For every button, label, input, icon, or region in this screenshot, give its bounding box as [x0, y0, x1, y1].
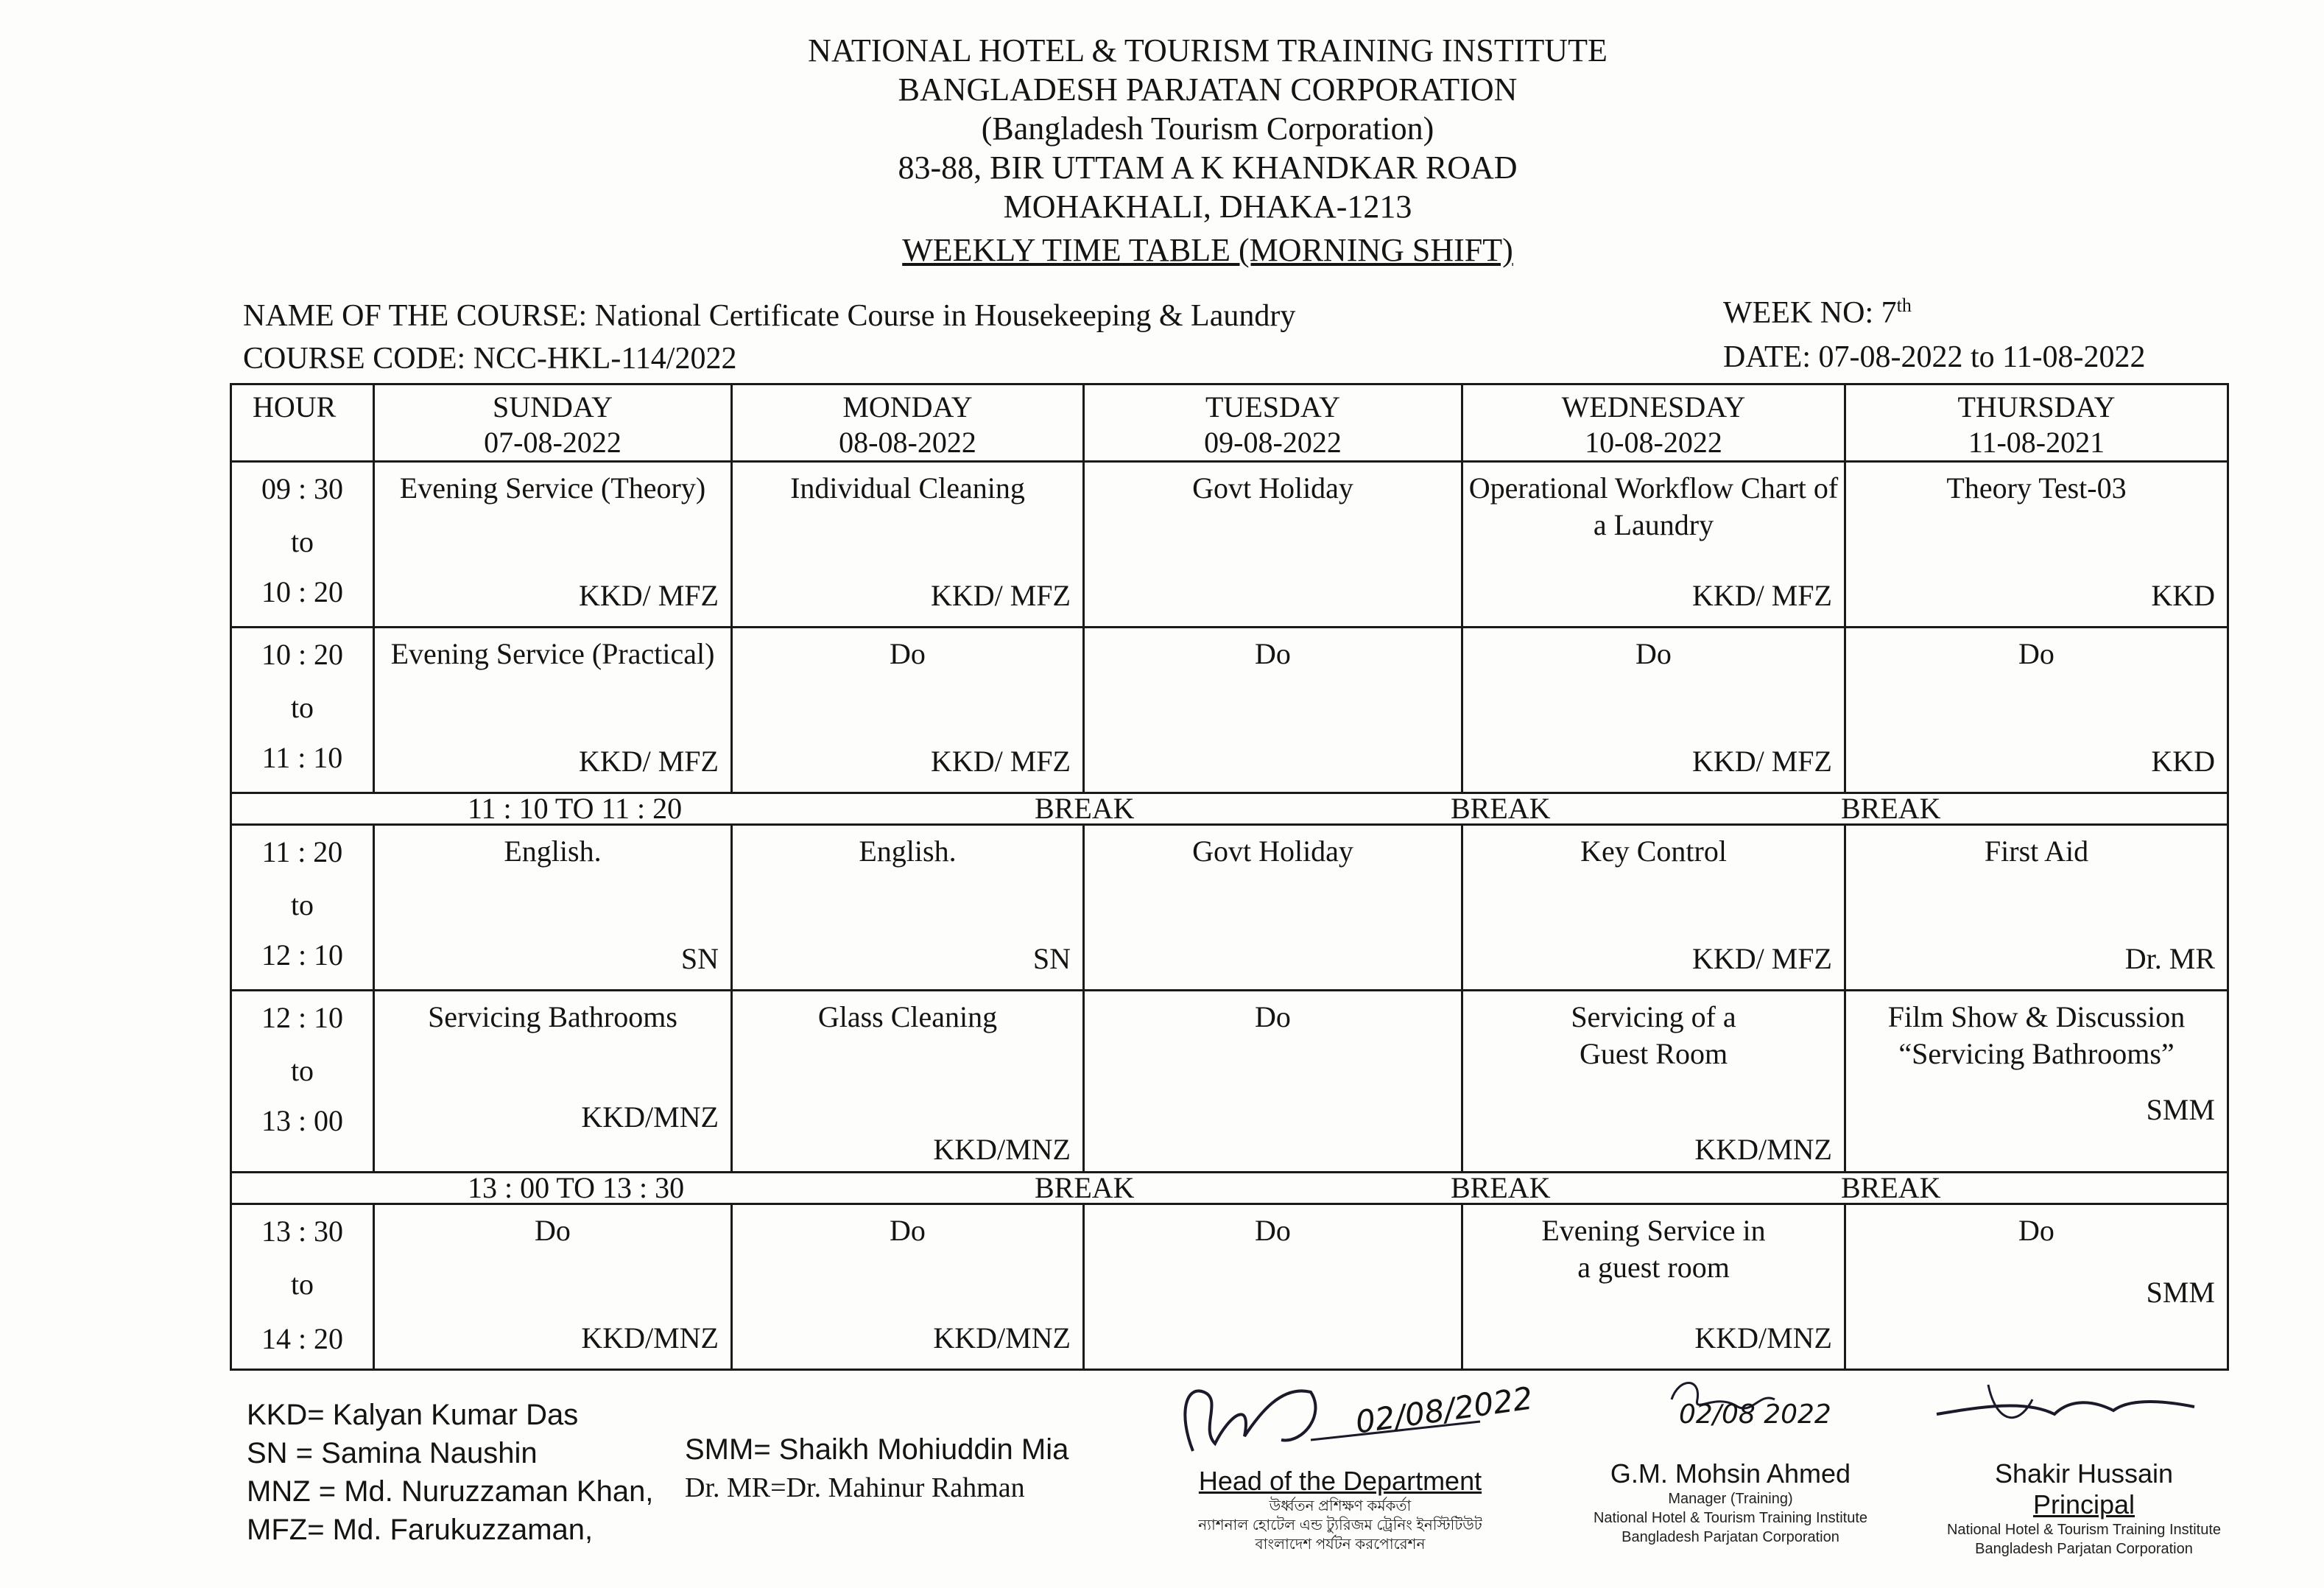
- corporation-name: BANGLADESH PARJATAN CORPORATION: [898, 71, 1518, 108]
- principal-title: Principal: [2032, 1489, 2135, 1520]
- manager-org-1: National Hotel & Tourism Training Institute: [1593, 1510, 1868, 1526]
- timetable-title: WEEKLY TIME TABLE (MORNING SHIFT): [902, 232, 1513, 268]
- legend-drmr: Dr. MR=Dr. Mahinur Rahman: [685, 1472, 1025, 1503]
- day-header-sunday: SUNDAY 07-08-2022: [374, 384, 732, 462]
- day-header-tuesday: TUESDAY 09-08-2022: [1084, 384, 1462, 462]
- slot-row: [231, 462, 2228, 628]
- document-header: [758, 31, 1657, 270]
- day-header-wednesday: WEDNESDAY 10-08-2022: [1462, 384, 1845, 462]
- course-code: COURSE CODE: NCC-HKL-114/2022: [243, 342, 737, 376]
- hour-header: HOUR: [231, 384, 374, 462]
- break-label: BREAK: [1035, 792, 1135, 825]
- hour-cell: 13 : 30 to 14 : 20: [231, 1204, 374, 1370]
- slot-row: [231, 1204, 2228, 1370]
- schedule-cell: Servicing of a Guest Room KKD/MNZ: [1462, 991, 1845, 1173]
- manager-signature-date: 02/08 2022: [1679, 1399, 1831, 1430]
- schedule-cell: English. SN: [732, 825, 1084, 991]
- schedule-cell: Do KKD/ MFZ: [1462, 628, 1845, 793]
- schedule-cell: Do: [1084, 991, 1462, 1173]
- slot-row: [231, 991, 2228, 1173]
- hour-cell: 12 : 10 to 13 : 00: [231, 991, 374, 1173]
- header-row: [231, 384, 2228, 462]
- principal-signature: [1922, 1370, 2246, 1458]
- break-time: 11 : 10 TO 11 : 20: [468, 792, 683, 825]
- schedule-cell: Glass Cleaning KKD/MNZ: [732, 991, 1084, 1173]
- schedule-cell: Govt Holiday: [1084, 462, 1462, 628]
- manager-org-2: Bangladesh Parjatan Corporation: [1621, 1529, 1839, 1545]
- schedule-cell: Do KKD/MNZ: [374, 1204, 732, 1370]
- legend-mnz: MNZ = Md. Nuruzzaman Khan,: [247, 1475, 654, 1508]
- hour-cell: 11 : 20 to 12 : 10: [231, 825, 374, 991]
- schedule-cell: Operational Workflow Chart of a Laundry KKD/ MFZ: [1462, 462, 1845, 628]
- corporation-english-name: (Bangladesh Tourism Corporation): [981, 110, 1434, 147]
- schedule-cell: Do: [1084, 1204, 1462, 1370]
- manager-title: Manager (Training): [1668, 1491, 1793, 1507]
- principal-signature-block: [1922, 1370, 2246, 1559]
- schedule-cell: First Aid Dr. MR: [1845, 825, 2228, 991]
- day-header-thursday: THURSDAY 11-08-2021: [1845, 384, 2228, 462]
- slot-row: [231, 825, 2228, 991]
- schedule-cell: Evening Service (Practical) KKD/ MFZ: [374, 628, 732, 793]
- break-label: BREAK: [1451, 1171, 1551, 1204]
- course-name: NAME OF THE COURSE: National Certificate Course in Housekeeping & Laundry: [243, 299, 1296, 333]
- schedule-cell: Theory Test-03 KKD: [1845, 462, 2228, 628]
- institute-name: NATIONAL HOTEL & TOURISM TRAINING INSTITUTE: [808, 32, 1608, 68]
- schedule-cell: Govt Holiday: [1084, 825, 1462, 991]
- schedule-cell: Evening Service in a guest room KKD/MNZ: [1462, 1204, 1845, 1370]
- schedule-cell: Key Control KKD/ MFZ: [1462, 825, 1845, 991]
- schedule-cell: English. SN: [374, 825, 732, 991]
- head-signature-date: 02/08/2022: [1353, 1380, 1535, 1441]
- break-label: BREAK: [1841, 792, 1941, 825]
- timetable: [230, 383, 2229, 1371]
- principal-org-2: Bangladesh Parjatan Corporation: [1975, 1541, 2193, 1557]
- break-label: BREAK: [1841, 1171, 1941, 1204]
- break-time: 13 : 00 TO 13 : 30: [468, 1171, 685, 1204]
- hour-cell: 10 : 20 to 11 : 10: [231, 628, 374, 793]
- teacher-legend-2: [685, 1430, 1068, 1507]
- break-row: [231, 1173, 2228, 1204]
- schedule-cell: Do SMM: [1845, 1204, 2228, 1370]
- head-org-2: ন্যাশনাল হোটেল এন্ড ট্যুরিজম ট্রেনিং ইনস্টিটিউট: [1198, 1517, 1482, 1533]
- head-org-3: বাংলাদেশ পর্যটন করপোরেশন: [1255, 1536, 1426, 1553]
- break-cell: [231, 793, 2228, 825]
- address-line: 83-88, BIR UTTAM A K KHANDKAR ROAD: [898, 150, 1518, 186]
- schedule-cell: Do KKD/ MFZ: [732, 628, 1084, 793]
- day-header-monday: MONDAY 08-08-2022: [732, 384, 1084, 462]
- schedule-cell: Do KKD/MNZ: [732, 1204, 1084, 1370]
- head-signature-block: [1134, 1370, 1546, 1554]
- week-date: DATE: 07-08-2022 to 11-08-2022: [1723, 340, 2146, 374]
- teacher-legend: [247, 1396, 653, 1549]
- principal-name: Shakir Hussain: [1994, 1458, 2174, 1489]
- break-label: BREAK: [1451, 792, 1551, 825]
- head-org-1: উর্ধ্বতন প্রশিক্ষণ কর্মকর্তা: [1269, 1498, 1412, 1514]
- week-number: WEEK NO: 7th: [1723, 295, 1912, 330]
- manager-signature-block: [1568, 1370, 1892, 1547]
- hour-cell: 09 : 30 to 10 : 20: [231, 462, 374, 628]
- city-line: MOHAKHALI, DHAKA-1213: [1003, 189, 1412, 225]
- manager-name: G.M. Mohsin Ahmed: [1610, 1458, 1851, 1489]
- schedule-cell: Servicing Bathrooms KKD/MNZ: [374, 991, 732, 1173]
- principal-org-1: National Hotel & Tourism Training Institute: [1946, 1522, 2222, 1538]
- legend-mfz: MFZ= Md. Farukuzzaman,: [247, 1514, 594, 1546]
- week-info: [1723, 284, 2146, 379]
- slot-row: [231, 628, 2228, 793]
- legend-sn: SN = Samina Naushin: [247, 1437, 538, 1469]
- schedule-cell: Do: [1084, 628, 1462, 793]
- legend-smm: SMM= Shaikh Mohiuddin Mia: [685, 1433, 1069, 1466]
- break-row: [231, 793, 2228, 825]
- legend-kkd: KKD= Kalyan Kumar Das: [247, 1399, 579, 1431]
- schedule-cell: Individual Cleaning KKD/ MFZ: [732, 462, 1084, 628]
- schedule-cell: Film Show & Discussion “Servicing Bathrooms” SMM: [1845, 991, 2228, 1173]
- schedule-cell: Evening Service (Theory) KKD/ MFZ: [374, 462, 732, 628]
- break-label: BREAK: [1035, 1171, 1135, 1204]
- break-cell: [231, 1173, 2228, 1204]
- head-title: Head of the Department: [1198, 1466, 1482, 1496]
- schedule-cell: Do KKD: [1845, 628, 2228, 793]
- course-info: [243, 295, 1295, 380]
